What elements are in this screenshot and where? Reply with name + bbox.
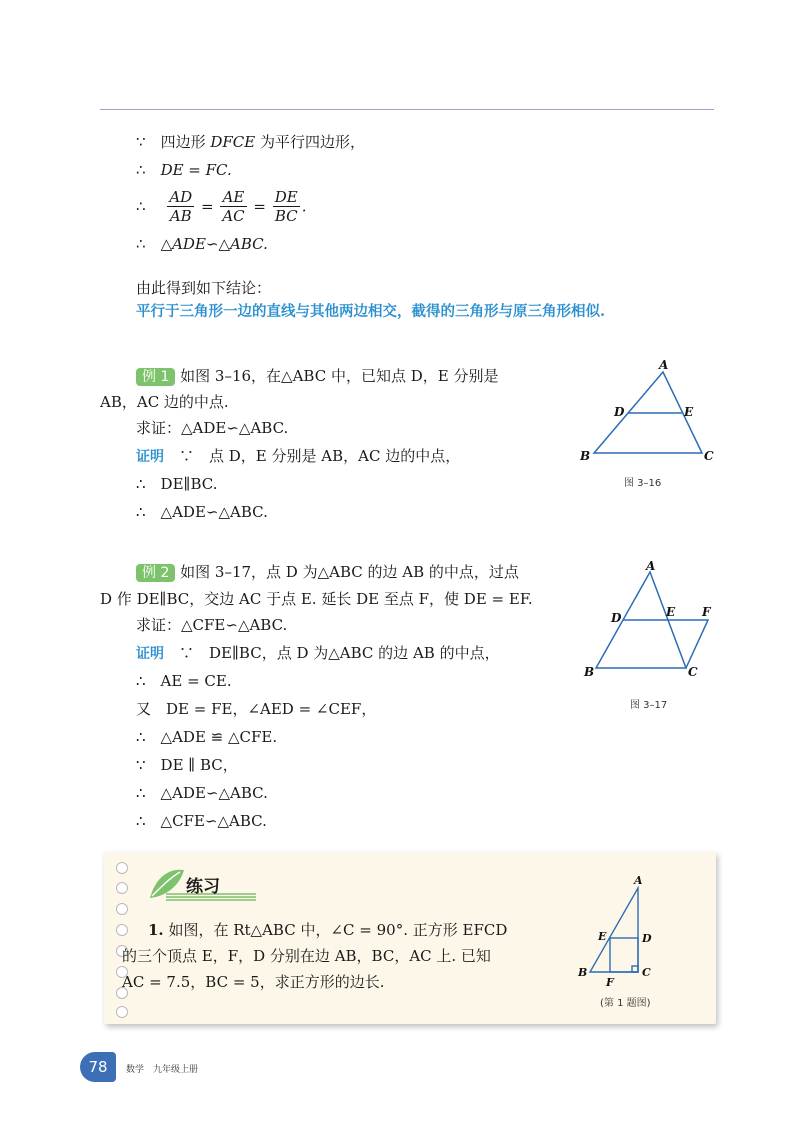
right-angle-mark	[632, 966, 638, 972]
proof-line-1: ∵ 四边形 DFCE 为平行四边形，	[136, 133, 366, 151]
exercise-line-2: 的三个顶点 E，F，D 分别在边 AB，BC，AC 上. 已知	[122, 947, 491, 965]
example1-line-1: 例 1 如图 3–16，在△ABC 中，已知点 D，E 分别是	[136, 366, 498, 386]
label-b: B	[578, 966, 588, 979]
theorem-statement: 平行于三角形一边的直线与其他两边相交，截得的三角形与原三角形相似.	[136, 303, 606, 320]
fraction-ad-ab: $\frac{AD}{AB}$	[169, 188, 193, 225]
square-efcd	[610, 938, 638, 972]
exercise-line-3: AC = 7.5，BC = 5，求正方形的边长.	[122, 973, 385, 991]
exercise-title: 练习	[186, 877, 220, 897]
exercise-line-1: 1. 如图，在 Rt△ABC 中，∠C = 90°. 正方形 EFCD	[148, 921, 508, 939]
label-d: D	[614, 405, 625, 419]
example2-line-3: 求证：△CFE∽△ABC.	[136, 616, 288, 634]
segment-def-fc	[623, 620, 708, 668]
fraction-ae-ac: $\frac{AE}{AC}$	[222, 188, 245, 225]
example2-line-4: 证明 ∵ DE∥BC，点 D 为△ABC 的边 AB 的中点，	[136, 644, 500, 662]
example1-line-2: AB，AC 边的中点.	[100, 393, 229, 411]
label-b: B	[584, 665, 595, 679]
example2-line-9: ∴ △ADE∽△ABC.	[136, 784, 268, 802]
proof-line-2: ∴ DE = FC.	[136, 161, 232, 179]
label-d: D	[611, 611, 622, 625]
label-e: E	[684, 405, 694, 419]
proof-label: 证明	[136, 646, 164, 662]
figure-3-16	[570, 356, 720, 466]
binder-ring	[116, 903, 128, 915]
exercise-figure-caption: (第 1 题图)	[600, 998, 651, 1009]
binder-ring	[116, 882, 128, 894]
binder-ring	[116, 924, 128, 936]
binder-ring	[116, 1006, 128, 1018]
example2-badge: 例 2	[136, 564, 175, 582]
example1-line-5: ∴ DE∥BC.	[136, 475, 218, 493]
example2-line-8: ∵ DE ∥ BC，	[136, 756, 238, 774]
page-number: 78	[80, 1052, 116, 1082]
label-f: F	[606, 976, 614, 988]
figure-3-16-caption: 图 3–16	[624, 478, 662, 489]
label-a: A	[659, 358, 669, 372]
figure-3-17	[580, 558, 730, 686]
example2-line-1: 例 2 如图 3–17，点 D 为△ABC 的边 AB 的中点，过点	[136, 562, 519, 582]
book-title: 数学 九年级上册	[126, 1065, 199, 1075]
label-b: B	[580, 449, 591, 463]
exercise-figure	[570, 874, 680, 988]
label-e: E	[666, 605, 676, 619]
label-c: C	[688, 665, 698, 679]
label-c: C	[704, 449, 714, 463]
example1-line-4: 证明 ∵ 点 D，E 分别是 AB，AC 边的中点，	[136, 447, 461, 465]
label-a: A	[646, 559, 656, 573]
label-a: A	[634, 874, 643, 887]
example2-line-5: ∴ AE = CE.	[136, 672, 232, 690]
proof-line-3: ∴ $\frac{AD}{AB}$ = $\frac{AE}{AC}$ = $\frac{DE}{BC}$ .	[136, 188, 307, 225]
conclusion-lead: 由此得到如下结论：	[136, 279, 272, 297]
fraction-de-bc: $\frac{DE}{BC}$	[274, 188, 298, 225]
proof-label: 证明	[136, 449, 164, 465]
example1-line-6: ∴ △ADE∽△ABC.	[136, 503, 268, 521]
label-f: F	[702, 605, 711, 619]
proof-line-4: ∴ △ADE∽△ABC.	[136, 235, 268, 253]
figure-3-17-caption: 图 3–17	[630, 700, 668, 711]
label-c: C	[642, 966, 651, 979]
example2-line-2: D 作 DE∥BC，交边 AC 于点 E. 延长 DE 至点 F，使 DE = EF.	[100, 590, 533, 608]
binder-ring	[116, 862, 128, 874]
example2-line-7: ∴ △ADE ≌ △CFE.	[136, 728, 278, 746]
label-d: D	[642, 932, 652, 945]
example1-badge: 例 1	[136, 368, 175, 386]
example2-line-10: ∴ △CFE∽△ABC.	[136, 812, 267, 830]
example2-line-6: 又 DE = FE，∠AED = ∠CEF，	[136, 700, 377, 718]
exercise-panel	[104, 852, 716, 1024]
header-rule	[100, 109, 714, 110]
example1-line-3: 求证：△ADE∽△ABC.	[136, 419, 289, 437]
label-e: E	[598, 930, 607, 943]
